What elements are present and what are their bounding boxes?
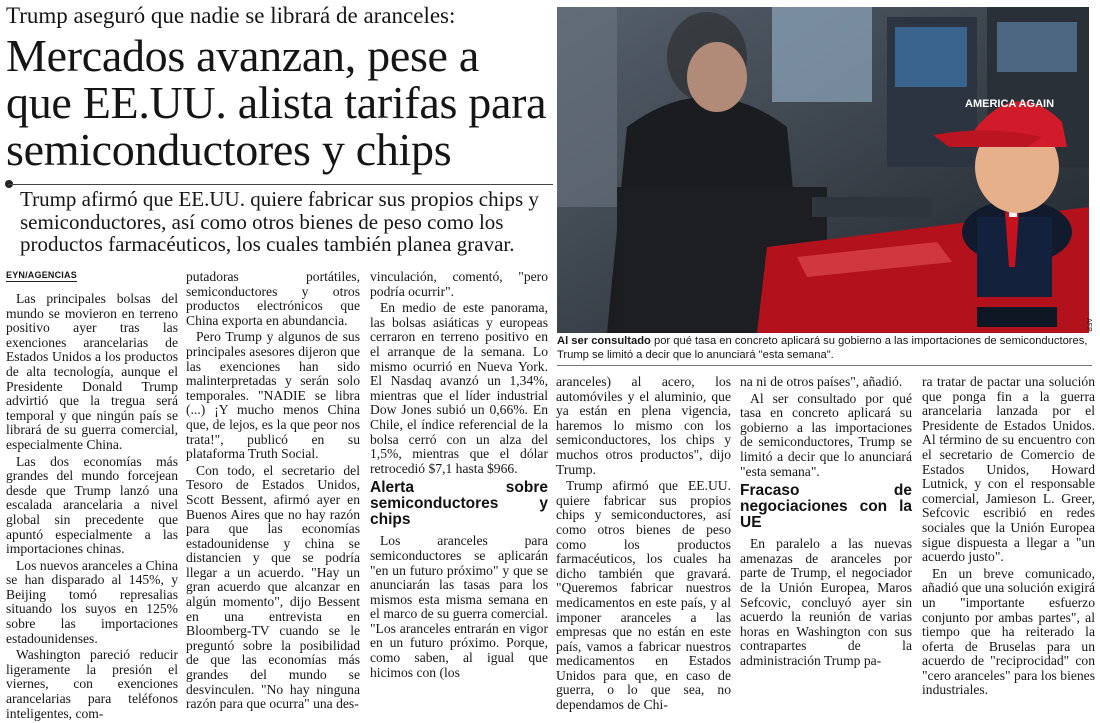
article-kicker: Trump aseguró que nadie se librará de aranceles:	[6, 3, 456, 28]
subheading-semiconductores: Alerta sobre semiconductores y chips	[370, 479, 548, 529]
paragraph: En paralelo a las nuevas amenazas de aranceles por parte de Trump, el negociador de la Unión Europea, Maros Sefcovic, concluyó ayer sin acuerdo la reunión de varias horas en Washington con sus contrapartes de la administración Trump pa-	[740, 536, 912, 668]
caption-lead: Al ser consultado	[557, 335, 651, 347]
paragraph: Trump afirmó que EE.UU. quiere fabricar sus propios chips y semiconductores, así como otros bienes de peso como los productos farmacéuticos, los cuales ha dicho también que gravará. "Queremos fabricar nuestros medicamentos en este país, y al imponer aranceles a las empresas que no están en este país, vamos a fabricar nuestros medicamentos en Estados Unidos para que, en caso de guerra, o lo que sea, no dependamos de Chi-	[556, 478, 731, 713]
article-dek: Trump afirmó que EE.UU. quiere fabricar sus propios chips y semiconductores, así como otros bienes de peso como los productos farmacéuticos, los cuales también planea gravar.	[20, 187, 539, 256]
subheading-ue: Fracaso de negociaciones con la UE	[740, 482, 912, 532]
paragraph: En medio de este panorama, las bolsas asiáticas y europeas cerraron en terreno positivo en el arranque de la semana. Lo mismo ocurrió en Nueva York. El Nasdaq avanzó un 1,34%, mientras que el líder industrial Dow Jones subió un 0,66%. En Chile, el índice referencial de la bolsa cerró con un alza del 1,5%, mientras que el dólar retrocedió $7,1 hasta $966.	[370, 300, 548, 476]
paragraph: Los nuevos aranceles a China se han disparado al 145%, y Beijing tomó represalias situando los suyos en 125% sobre las importaciones estadounidenses.	[6, 557, 178, 646]
paragraph: Los aranceles para semiconductores se aplicarán "en un futuro próximo" y que se anunciarán las tasas para los mismos esta misma semana en el marco de su guerra comercial. "Los aranceles entrarán en vigor en un futuro próximo. Porque, como saben, al igual que hicimos con (los	[370, 533, 548, 680]
paragraph: Las principales bolsas del mundo se movieron en terreno positivo ayer tras las exenciones arancelarias de Estados Unidos a los productos de alta tecnología, aunque el Presidente Donald Trump advirtió que la tregua será temporal y que ningún país se librará de su guerra comercial, especialmente China.	[6, 291, 178, 452]
body-column-6	[922, 375, 1095, 700]
body-column-3	[370, 270, 548, 682]
paragraph: na ni de otros países", añadió.	[740, 374, 903, 389]
body-column-2	[186, 270, 360, 714]
photo-credit: AFP	[1085, 318, 1092, 332]
paragraph: En un breve comunicado, añadió que una solución exigirá un "importante esfuerzo conjunto por ambas partes", al tiempo que ha reiterado la oferta de Bruselas para un acuerdo de "reciprocidad" con "cero aranceles" para los bienes industriales.	[922, 565, 1095, 698]
cap-text: AMERICA AGAIN	[965, 98, 1055, 110]
paragraph: Con todo, el secretario del Tesoro de Estados Unidos, Scott Bessent, afirmó ayer en Buenos Aires que no hay razón para que las economías estadounidense y china se distancien y que se podría llegar a un acuerdo. "Hay un gran acuerdo que alcanzar en algún momento", dijo Bessent en una entrevista en Bloomberg-TV cuando se le preguntó sobre la posibilidad de que las economías más grandes del mundo se desvinculen. "No hay ninguna razón para que ocurra" una des-	[186, 462, 360, 712]
paragraph: Al ser consultado por qué tasa en concreto aplicará su gobierno a las importaciones de semiconductores, Trump se limitó a decir que lo anunciará "esta semana".	[740, 390, 912, 479]
paragraph: Pero Trump y algunos de sus principales asesores dijeron que las exenciones han sido malinterpretadas y serán solo temporales. "NADIE se libra (...) ¡Y mucho menos China que, de lejos, es la que peor nos trata!", publicó en su plataforma Truth Social.	[186, 329, 360, 462]
paragraph: aranceles) al acero, los automóviles y el aluminio, que ya están en plena vigencia, haremos lo mismo con los semiconductores, los chips y muchos otros productos", dijo Trump.	[556, 374, 731, 477]
dek-divider	[8, 184, 553, 185]
paragraph: putadoras portátiles, semiconductores y otros productos electrónicos que China exporta en abundancia.	[186, 269, 360, 328]
caption-divider	[557, 365, 1092, 366]
caption-text: por qué tasa en concreto aplicará su gobierno a las importaciones de semiconductores, Trump se limitó a decir que lo anunciará "esta semana".	[557, 335, 1088, 361]
body-column-1	[6, 292, 178, 723]
photo-caption	[557, 335, 1092, 362]
paragraph: vinculación, comentó, "pero podría ocurrir".	[370, 269, 548, 299]
paragraph: ra tratar de pactar una solución que ponga fin a la guerra arancelaria lanzada por el Presidente de Estados Unidos. Al término de su encuentro con el secretario de Comercio de Estados Unidos, Howard Lutnick, y con el responsable comercial, Jamieson L. Greer, Sefcovic escribió en redes sociales que la Unión Europea sigue dispuesta a llegar a "un acuerdo justo".	[922, 374, 1095, 565]
paragraph: Las dos economías más grandes del mundo forcejean desde que Trump lanzó una escalada arancelaria a nivel global sin precedente que apuntó especialmente a las importaciones chinas.	[6, 453, 178, 557]
trading-floor-illustration	[557, 7, 1089, 333]
article-headline: Mercados avanzan, pese a que EE.UU. alista tarifas para semiconductores y chips	[6, 30, 547, 175]
paragraph: Washington pareció reducir ligeramente la presión el viernes, con exenciones arancelarias para teléfonos inteligentes, com-	[6, 647, 178, 721]
article-byline: EYN/AGENCIAS	[6, 270, 77, 280]
article-photo	[557, 7, 1089, 333]
body-column-5	[740, 375, 912, 671]
body-column-4	[556, 375, 731, 715]
